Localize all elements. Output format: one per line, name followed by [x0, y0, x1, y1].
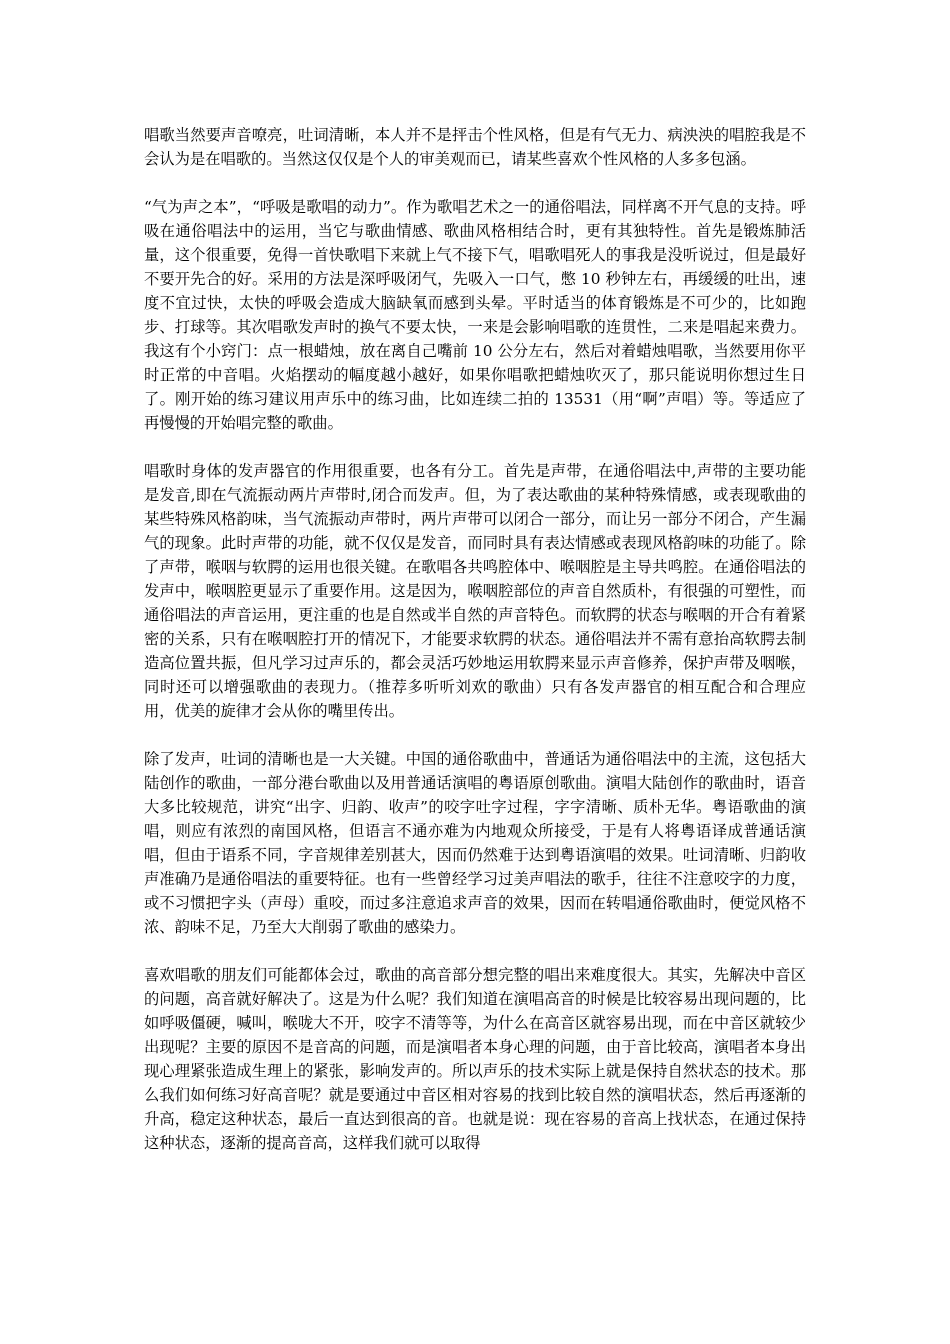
paragraph-high-notes: 喜欢唱歌的朋友们可能都体会过，歌曲的高音部分想完整的唱出来难度很大。其实，先解决中音区的问题，高音就好解决了。这是为什么呢？我们知道在演唱高音的时候是比较容易出现问题的，比如呼吸僵硬，喊叫，喉咙大不开，咬字不清等等，为什么在高音区就容易出现，而在中音区就较少出现呢？主要的原因不是音高的问题，而是演唱者本身心理的问题，由于音比较高，演唱者本身出现心理紧张造成生理上的紧张，影响发声的。所以声乐的技术实际上就是保持自然状态的技术。那么我们如何练习好高音呢？就是要通过中音区相对容易的找到比较自然的演唱状态，然后再逐渐的升高，稳定这种状态，最后一直达到很高的音。也就是说：现在容易的音高上找状态，在通过保持这种状态，逐渐的提高音高，这样我们就可以取得	[144, 966, 806, 1152]
paragraph-diction: 除了发声，吐词的清晰也是一大关键。中国的通俗歌曲中，普通话为通俗唱法中的主流，这包括大陆创作的歌曲，一部分港台歌曲以及用普通话演唱的粤语原创歌曲。演唱大陆创作的歌曲时，语音大多比较规范，讲究“出字、归韵、收声”的咬字吐字过程，字字清晰、质朴无华。粤语歌曲的演唱，则应有浓烈的南国风格，但语言不通亦难为内地观众所接受，于是有人将粤语译成普通话演唱，但由于语系不同，字音规律差别甚大，因而仍然难于达到粤语演唱的效果。吐词清晰、归韵收声准确乃是通俗唱法的重要特征。也有一些曾经学习过美声唱法的歌手，往往不注意咬字的力度，或不习惯把字头（声母）重咬，而过多注意追求声音的效果，因而在转唱通俗歌曲时，便觉风格不浓、韵味不足，乃至大大削弱了歌曲的感染力。	[144, 750, 806, 936]
paragraph-vocal-organs: 唱歌时身体的发声器官的作用很重要，也各有分工。首先是声带，在通俗唱法中,声带的主要功能是发音,即在气流振动两片声带时,闭合而发声。但，为了表达歌曲的某种特殊情感，或表现歌曲的某些特殊风格韵味，当气流振动声带时，两片声带可以闭合一部分，而让另一部分不闭合，产生漏气的现象。此时声带的功能，就不仅仅是发音，而同时具有表达情感或表现风格韵味的功能了。除了声带，喉咽与软腭的运用也很关键。在歌唱各共鸣腔体中、喉咽腔是主导共鸣腔。在通俗唱法的发声中，喉咽腔更显示了重要作用。这是因为，喉咽腔部位的声音自然质朴，有很强的可塑性，而通俗唱法的声音运用，更注重的也是自然或半自然的声音特色。而软腭的状态与喉咽的开合有着紧密的关系，只有在喉咽腔打开的情况下，才能要求软腭的状态。通俗唱法并不需有意抬高软腭去制造高位置共振，但凡学习过声乐的，都会灵活巧妙地运用软腭来显示声音修养，保护声带及咽喉，同时还可以增强歌曲的表现力。（推荐多听听刘欢的歌曲）只有各发声器官的相互配合和合理应用，优美的旋律才会从你的嘴里传出。	[144, 462, 806, 720]
document-body	[144, 123, 806, 1179]
paragraph-breathing: “气为声之本”，“呼吸是歌唱的动力”。作为歌唱艺术之一的通俗唱法，同样离不开气息的支持。呼吸在通俗唱法中的运用，当它与歌曲情感、歌曲风格相结合时，更有其独特性。首先是锻炼肺活量，这个很重要，免得一首快歌唱下来就上气不接下气，唱歌唱死人的事我是没听说过，但是最好不要开先合的好。采用的方法是深呼吸闭气，先吸入一口气，憋 10 秒钟左右，再缓缓的吐出，速度不宜过快，太快的呼吸会造成大脑缺氧而感到头晕。平时适当的体育锻炼是不可少的，比如跑步、打球等。其次唱歌发声时的换气不要太快，一来是会影响唱歌的连贯性，二来是唱起来费力。我这有个小窍门：点一根蜡烛，放在离自己嘴前 10 公分左右，然后对着蜡烛唱歌，当然要用你平时正常的中音唱。火焰摆动的幅度越小越好，如果你唱歌把蜡烛吹灭了，那只能说明你想过生日了。刚开始的练习建议用声乐中的练习曲，比如连续二拍的 13531（用“啊”声唱）等。等适应了再慢慢的开始唱完整的歌曲。	[144, 198, 806, 432]
paragraph-voice-clarity: 唱歌当然要声音嘹亮，吐词清晰，本人并不是抨击个性风格，但是有气无力、病泱泱的唱腔我是不会认为是在唱歌的。当然这仅仅是个人的审美观而已，请某些喜欢个性风格的人多多包涵。	[144, 126, 806, 168]
